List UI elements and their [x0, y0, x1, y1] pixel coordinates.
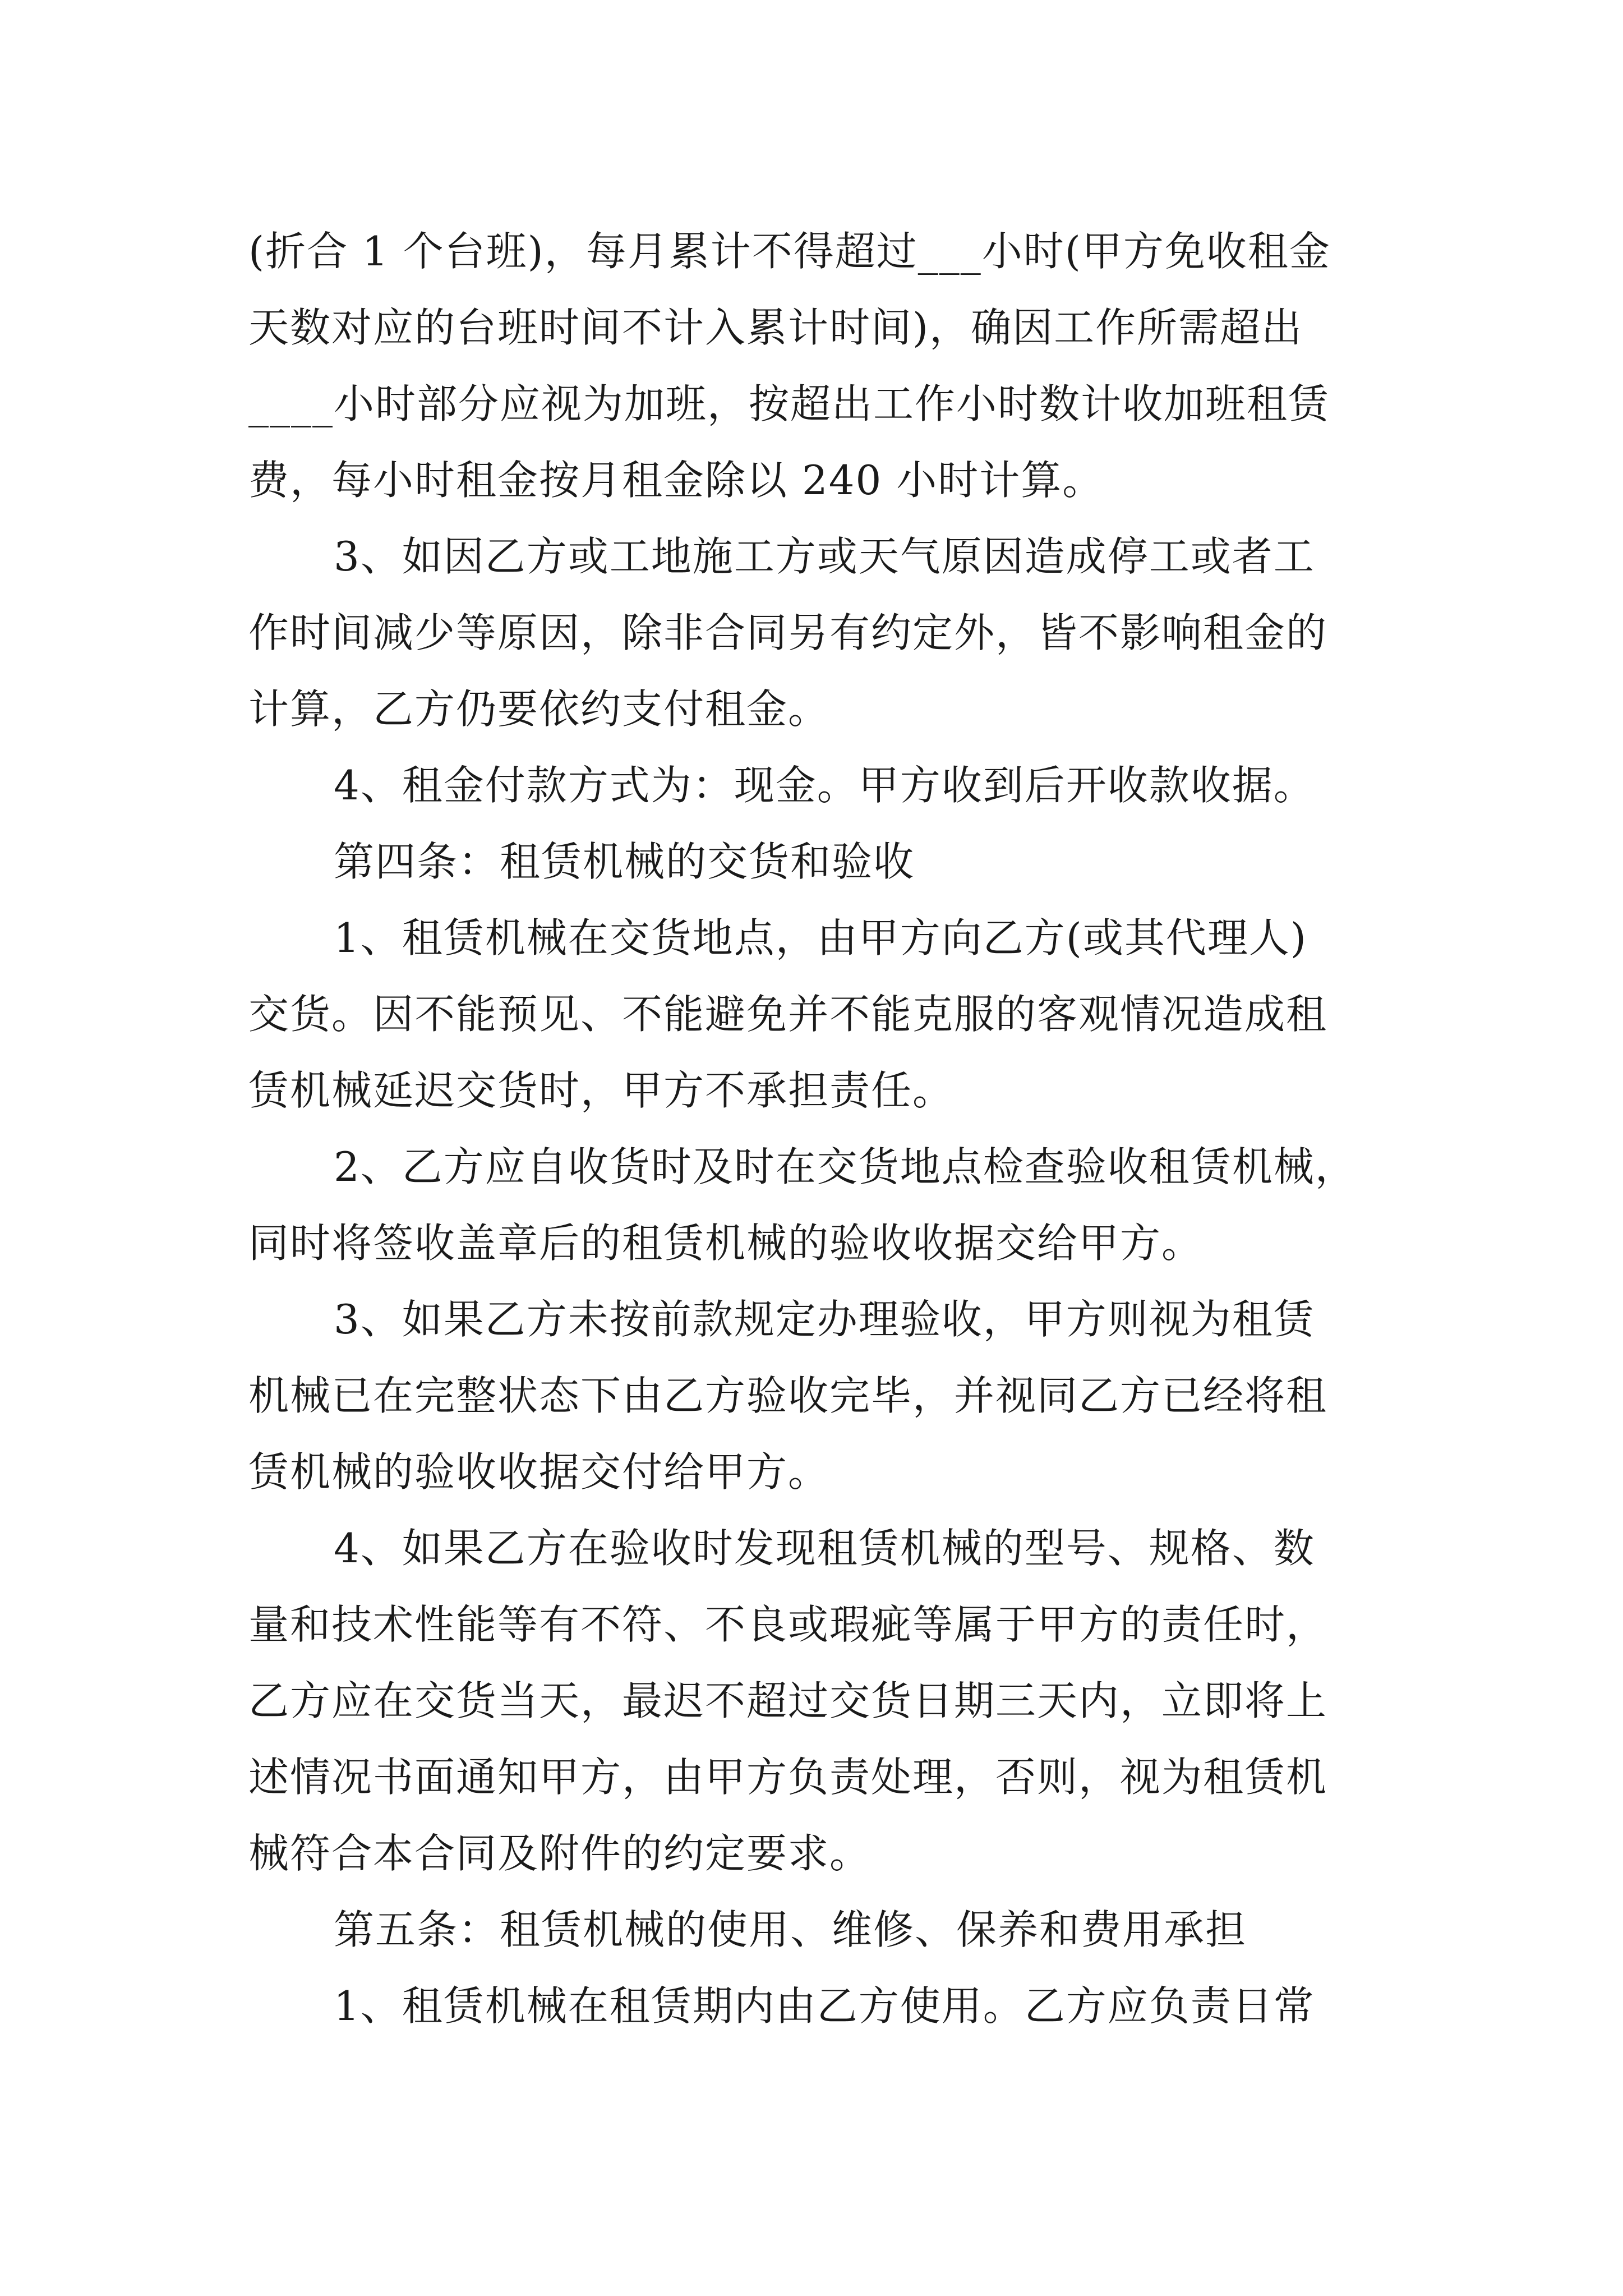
text-line: 1、租赁机械在租赁期内由乙方使用。乙方应负责日常	[334, 1982, 1315, 2030]
text-line: 天数对应的台班时间不计入累计时间)，确因工作所需超出	[248, 304, 1303, 351]
paragraph-clause-3-rent-calculation	[248, 518, 1376, 747]
text-line: 赁机械延迟交货时，甲方不承担责任。	[248, 1067, 955, 1114]
text-line: 交货。因不能预见、不能避免并不能克服的客观情况造成租	[248, 991, 1328, 1038]
text-line: 计算，乙方仍要依约支付租金。	[248, 685, 830, 733]
text-line: 同时将签收盖章后的租赁机械的验收收据交给甲方。	[248, 1220, 1204, 1267]
text-line: 3、如果乙方未按前款规定办理验收，甲方则视为租赁	[334, 1296, 1315, 1343]
text-line: 作时间减少等原因，除非合同另有约定外，皆不影响租金的	[248, 609, 1328, 656]
document-body	[248, 213, 1376, 2044]
text-line: 4、如果乙方在验收时发现租赁机械的型号、规格、数	[334, 1525, 1315, 1572]
section-heading: 第五条：租赁机械的使用、维修、保养和费用承担	[334, 1906, 1247, 1953]
text-line: 机械已在完整状态下由乙方验收完毕，并视同乙方已经将租	[248, 1372, 1328, 1419]
paragraph-article-5-item-1	[248, 1968, 1376, 2044]
paragraph-clause-4-payment-method	[248, 747, 1376, 823]
section-heading-article-5	[248, 1892, 1376, 1968]
text-line: 述情况书面通知甲方，由甲方负责处理，否则，视为租赁机	[248, 1754, 1328, 1801]
text-line: 赁机械的验收收据交付给甲方。	[248, 1448, 830, 1496]
section-heading-article-4	[248, 823, 1376, 900]
text-line: 乙方应在交货当天，最迟不超过交货日期三天内，立即将上	[248, 1677, 1328, 1724]
text-line: 械符合本合同及附件的约定要求。	[248, 1830, 872, 1877]
paragraph-article-4-item-3	[248, 1281, 1376, 1510]
paragraph-rental-hours	[248, 213, 1376, 518]
text-line: 1、租赁机械在交货地点，由甲方向乙方(或其代理人)	[334, 914, 1307, 961]
paragraph-article-4-item-1	[248, 900, 1376, 1129]
text-line: ____小时部分应视为加班，按超出工作小时数计收加班租赁	[248, 380, 1330, 427]
text-line: 3、如因乙方或工地施工方或天气原因造成停工或者工	[334, 533, 1315, 580]
text-line: 4、租金付款方式为：现金。甲方收到后开收款收据。	[334, 762, 1315, 809]
section-heading: 第四条：租赁机械的交货和验收	[334, 838, 915, 885]
text-line: 费，每小时租金按月租金除以 240 小时计算。	[248, 457, 1104, 504]
text-line: 2、乙方应自收货时及时在交货地点检查验收租赁机械，	[334, 1143, 1357, 1190]
text-line: 量和技术性能等有不符、不良或瑕疵等属于甲方的责任时，	[248, 1601, 1328, 1648]
paragraph-article-4-item-2	[248, 1129, 1376, 1281]
paragraph-article-4-item-4	[248, 1510, 1376, 1892]
text-line: (折合 1 个台班)，每月累计不得超过___小时(甲方免收租金	[248, 228, 1331, 275]
